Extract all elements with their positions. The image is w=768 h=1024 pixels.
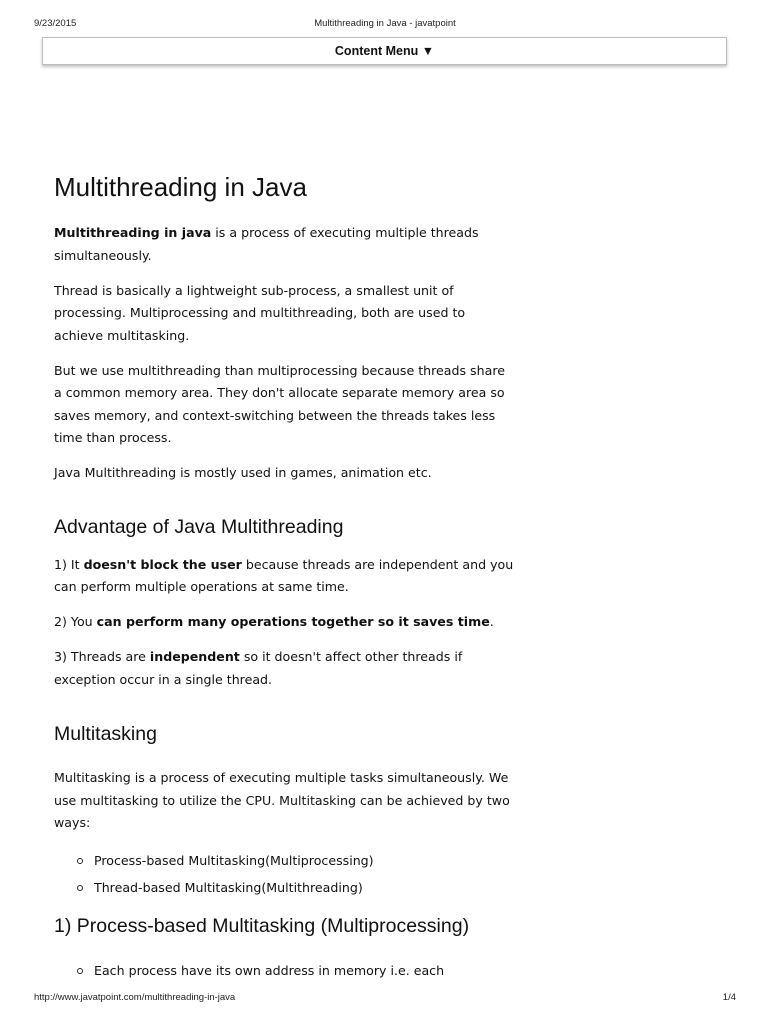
advantage-prefix: 3) Threads are [54, 649, 150, 664]
process-based-heading: 1) Process-based Multitasking (Multiprocessing) [54, 915, 470, 937]
advantage-bold: independent [149, 649, 240, 664]
thread-definition-paragraph: Thread is basically a lightweight sub-process, a smallest unit of processing. Multiprocessing and multithreading, both are used to achieve multitasking. [54, 282, 466, 343]
intro-paragraph [54, 222, 514, 267]
advantages-heading: Advantage of Java Multithreading [54, 515, 344, 538]
advantage-bold: doesn't block the user [83, 556, 242, 572]
intro-text: is a process of executing multiple threads simultaneously. [54, 225, 479, 263]
advantage-item [54, 611, 514, 634]
multitasking-heading: Multitasking [54, 723, 157, 745]
page-title: Multithreading in Java [54, 172, 307, 202]
intro-bold-term: Multithreading in java [54, 225, 212, 240]
shared-memory-paragraph: But we use multithreading than multiprocessing because threads share a common memory area. They don't allocate separate memory area so saves memory, and context-switching between the threads takes less time than process. [54, 362, 505, 445]
list-item: Each process have its own address in memory i.e. each [54, 957, 514, 984]
list-item: Thread-based Multitasking(Multithreading) [54, 874, 514, 901]
print-date: 9/23/2015 [34, 18, 77, 29]
multitasking-paragraph: Multitasking is a process of executing multiple tasks simultaneously. We use multitasking to utilize the CPU. Multitasking can be achieved by two ways: [54, 770, 510, 830]
advantage-item [54, 554, 514, 599]
advantage-prefix: 1) It [54, 556, 84, 572]
advantage-suffix: so it doesn't affect other threads if exception occur in a single thread. [54, 649, 463, 687]
advantage-item [54, 646, 514, 691]
multitasking-ways-list [54, 847, 514, 901]
usage-paragraph: Java Multithreading is mostly used in games, animation etc. [54, 465, 432, 480]
print-page-title: Multithreading in Java - javatpoint [314, 18, 456, 29]
advantage-suffix: because threads are independent and you can perform multiple operations at same time. [54, 556, 514, 594]
process-based-list [54, 957, 514, 984]
page-url: http://www.javatpoint.com/multithreading-in-java [34, 992, 236, 1003]
content-menu-button[interactable]: Content Menu ▼ [42, 37, 727, 65]
advantage-suffix: . [489, 614, 494, 629]
article-body [54, 168, 514, 996]
advantage-bold: can perform many operations together so it saves time [96, 614, 490, 629]
page-number: 1/4 [722, 992, 736, 1003]
print-header [34, 18, 736, 32]
list-item: Process-based Multitasking(Multiprocessing) [54, 847, 514, 874]
print-footer [34, 992, 736, 1006]
advantage-prefix: 2) You [54, 614, 97, 629]
